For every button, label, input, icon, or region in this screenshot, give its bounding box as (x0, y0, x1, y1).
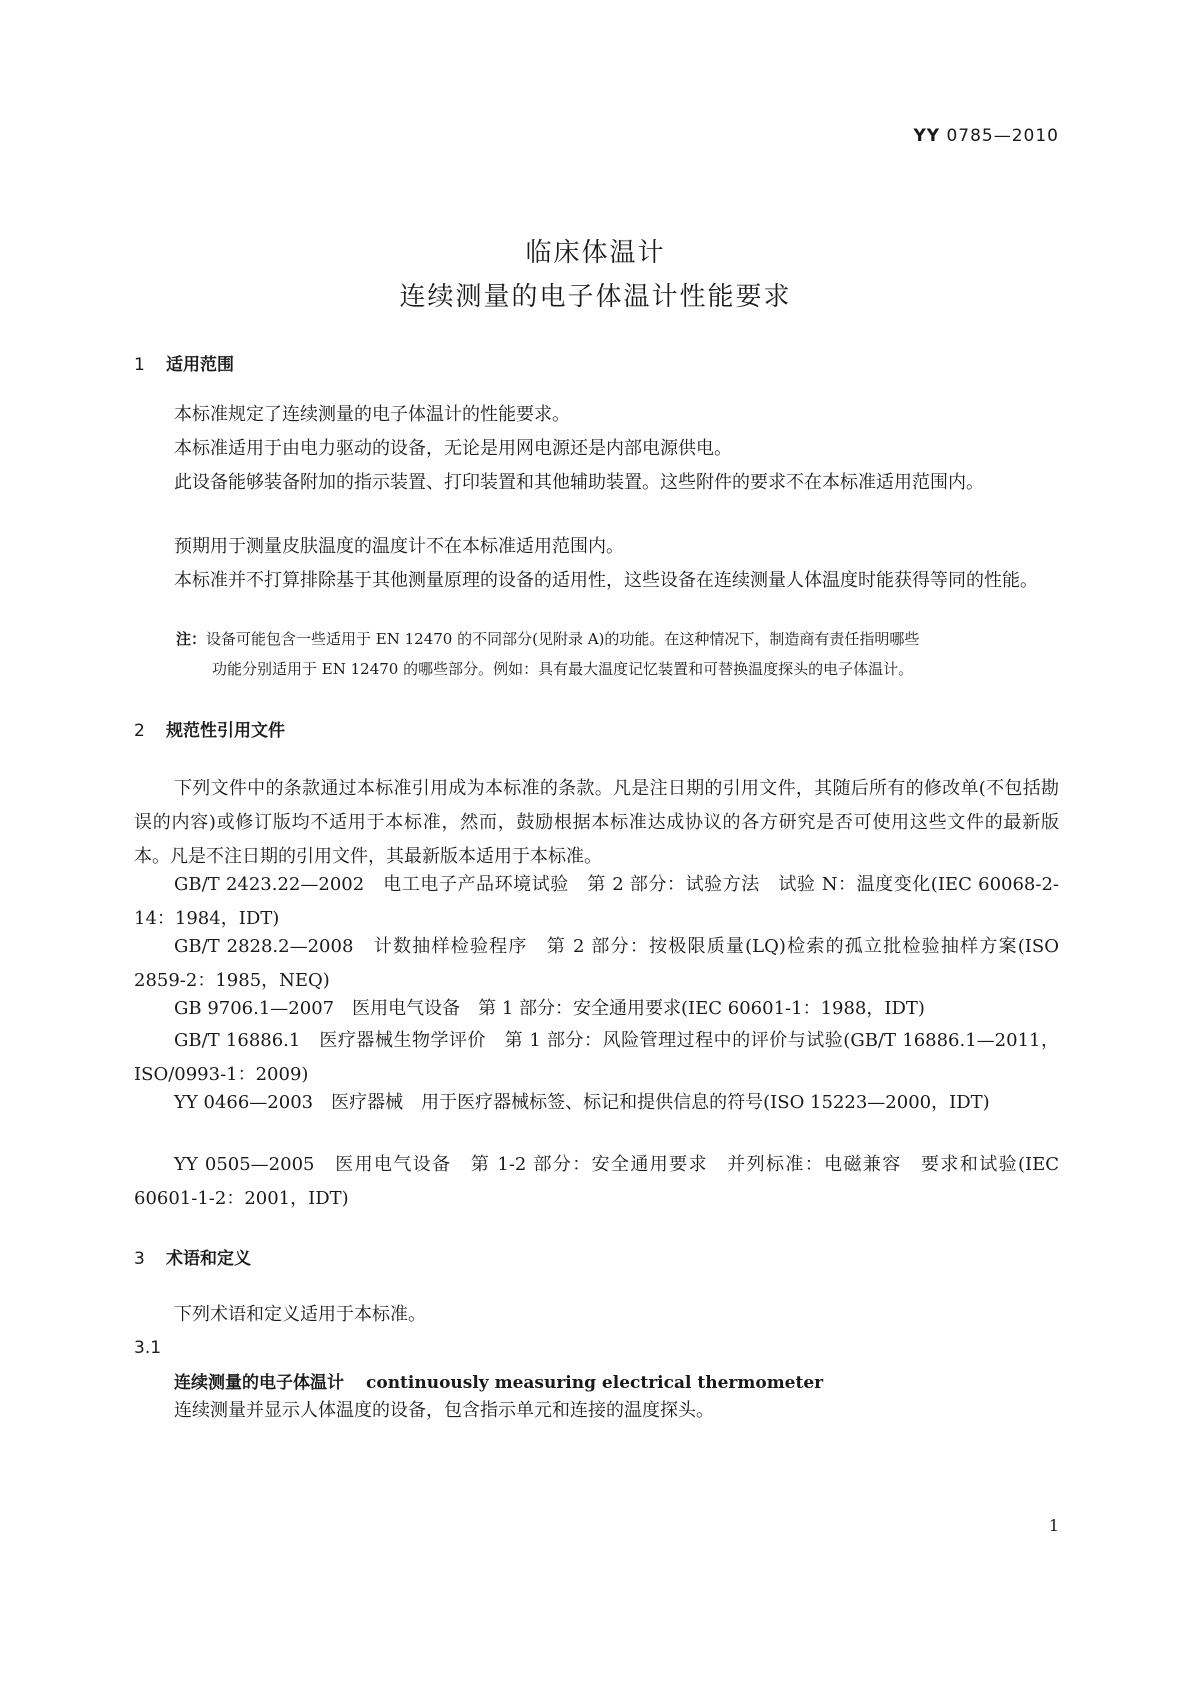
document-title-line1: 临床体温计 (525, 238, 666, 268)
standard-code-prefix: YY (913, 126, 941, 146)
section-heading-scope (134, 350, 234, 375)
paragraph: 本标准适用于由电力驱动的设备，无论是用网电源还是内部电源供电。 (174, 438, 732, 459)
paragraph: 本标准并不打算排除基于其他测量原理的设备的适用性，这些设备在连续测量人体温度时能获得等同的性能。 (174, 570, 1038, 591)
reference-item: YY 0466—2003 医疗器械 用于医疗器械标签、标记和提供信息的符号(ISO 15223—2000，IDT) (174, 1092, 990, 1113)
paragraph: 此设备能够装备附加的指示装置、打印装置和其他辅助装置。这些附件的要求不在本标准适用范围内。 (174, 472, 984, 493)
section-number: 3 (134, 1249, 145, 1269)
section-number: 1 (134, 355, 145, 375)
note (176, 624, 1059, 684)
standard-code (913, 126, 1059, 146)
section-number: 2 (134, 721, 145, 741)
section-heading-normative-references (134, 716, 285, 741)
note-text-line1: 设备可能包含一些适用于 EN 12470 的不同部分(见附录 A)的功能。在这种情况下，制造商有责任指明哪些 (206, 630, 920, 648)
note-label: 注： (176, 630, 207, 648)
term-entry (174, 1368, 823, 1393)
section-title: 术语和定义 (166, 1249, 251, 1269)
section-title: 规范性引用文件 (166, 721, 285, 741)
note-text-line2: 功能分别适用于 EN 12470 的哪些部分。例如：具有最大温度记忆装置和可替换温度探头的电子体温计。 (212, 660, 914, 678)
reference-item: GB 9706.1—2007 医用电气设备 第 1 部分：安全通用要求(IEC 60601-1：1988，IDT) (174, 998, 925, 1019)
paragraph: 预期用于测量皮肤温度的温度计不在本标准适用范围内。 (174, 536, 624, 557)
term-chinese: 连续测量的电子体温计 (174, 1373, 344, 1393)
reference-item: GB/T 2828.2—2008 计数抽样检验程序 第 2 部分：按极限质量(LQ)检索的孤立批检验抽样方案(ISO 2859-2：1985，NEQ) (134, 936, 1059, 991)
reference-item: GB/T 16886.1 医疗器械生物学评价 第 1 部分：风险管理过程中的评价与试验(GB/T 16886.1—2011，ISO/0993-1：2009) (134, 1030, 1059, 1085)
paragraph: 下列文件中的条款通过本标准引用成为本标准的条款。凡是注日期的引用文件，其随后所有的修改单(不包括勘误的内容)或修订版均不适用于本标准，然而，鼓励根据本标准达成协议的各方研究是否可使用这些文件的最新版本。凡是不注日期的引用文件，其最新版本适用于本标准。 (134, 778, 1059, 867)
document-title-line2: 连续测量的电子体温计性能要求 (399, 282, 792, 312)
reference-item: GB/T 2423.22—2002 电工电子产品环境试验 第 2 部分：试验方法 试验 N：温度变化(IEC 60068-2-14：1984，IDT) (134, 874, 1059, 929)
reference-item: YY 0505—2005 医用电气设备 第 1-2 部分：安全通用要求 并列标准：电磁兼容 要求和试验(IEC 60601-1-2：2001，IDT) (134, 1154, 1059, 1209)
paragraph: 下列术语和定义适用于本标准。 (174, 1304, 426, 1325)
paragraph: 本标准规定了连续测量的电子体温计的性能要求。 (174, 404, 570, 425)
clause-number: 3.1 (134, 1338, 162, 1358)
section-heading-terms-definitions (134, 1244, 251, 1269)
term-english: continuously measuring electrical thermometer (366, 1373, 824, 1393)
section-title: 适用范围 (166, 355, 234, 375)
term-definition: 连续测量并显示人体温度的设备，包含指示单元和连接的温度探头。 (174, 1400, 714, 1421)
standard-code-number: 0785—2010 (946, 126, 1059, 146)
page-number: 1 (1048, 1516, 1059, 1535)
